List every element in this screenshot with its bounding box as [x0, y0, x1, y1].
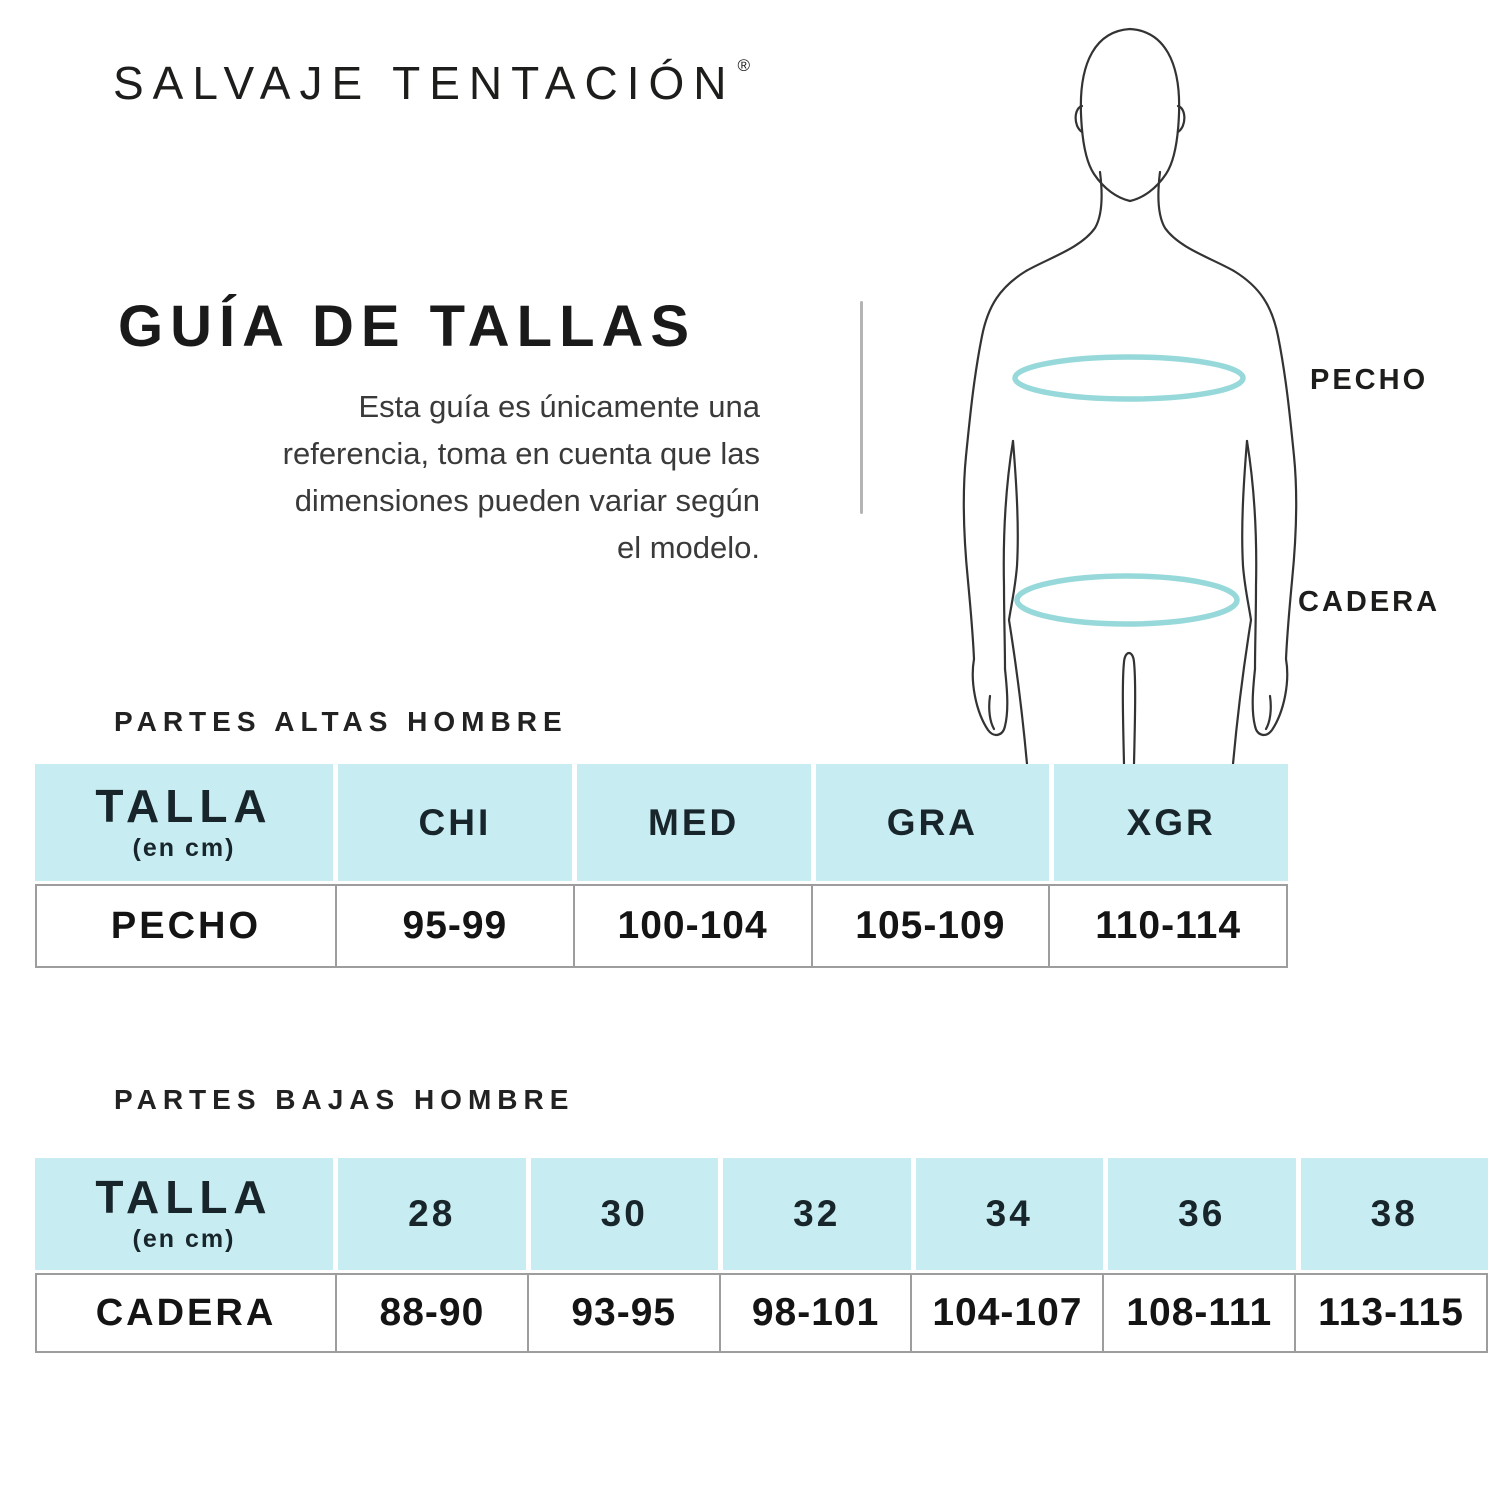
column-header-xgr: XGR	[1054, 764, 1288, 881]
hip-label: CADERA	[1298, 586, 1441, 618]
table-lower-header	[35, 1158, 1488, 1270]
table-data-cell: 100-104	[573, 886, 811, 966]
figure-head	[1081, 29, 1179, 201]
table-data-cell: 95-99	[335, 886, 573, 966]
table-row-cadera	[35, 1273, 1488, 1353]
intro-description-line: referencia, toma en cuenta que las	[282, 436, 760, 471]
brand-name: SALVAJE TENTACIÓN	[113, 57, 736, 109]
male-body-figure	[930, 20, 1350, 766]
registered-mark-icon: ®	[737, 56, 751, 75]
size-table-lower	[35, 1158, 1488, 1353]
table-data-cell: 88-90	[335, 1275, 527, 1351]
column-header-36: 36	[1108, 1158, 1296, 1270]
table-data-cell: 110-114	[1048, 886, 1286, 966]
table-data-cell: 104-107	[910, 1275, 1102, 1351]
column-header-32: 32	[723, 1158, 911, 1270]
table-data-cell: 105-109	[811, 886, 1049, 966]
column-header-28: 28	[338, 1158, 526, 1270]
size-header-cell	[35, 1158, 333, 1270]
brand-logo	[113, 56, 750, 110]
column-header-30: 30	[531, 1158, 719, 1270]
size-header-cell	[35, 764, 333, 881]
row-label: CADERA	[95, 1291, 277, 1334]
column-header-38: 38	[1301, 1158, 1489, 1270]
vertical-divider	[860, 301, 863, 514]
figure-inseam	[1123, 653, 1135, 764]
column-header-med: MED	[577, 764, 811, 881]
table-row-pecho	[35, 884, 1288, 968]
intro-description-line: el modelo.	[616, 530, 760, 565]
table-upper-header	[35, 764, 1288, 881]
column-header-chi: CHI	[338, 764, 572, 881]
chest-label: PECHO	[1310, 364, 1429, 396]
figure-right-outline	[1158, 172, 1296, 735]
hip-measure-ellipse	[1017, 576, 1237, 624]
row-label: PECHO	[110, 904, 262, 947]
table-data-cell: 108-111	[1102, 1275, 1294, 1351]
size-unit: (en cm)	[132, 833, 236, 862]
intro-description-line: dimensiones pueden variar según	[294, 483, 760, 518]
section-title-lower: PARTES BAJAS HOMBRE	[114, 1084, 575, 1115]
intro-description	[58, 383, 760, 571]
column-header-34: 34	[916, 1158, 1104, 1270]
size-label: TALLA	[95, 779, 273, 832]
size-table-upper	[35, 764, 1288, 968]
size-label: TALLA	[95, 1171, 273, 1223]
column-header-gra: GRA	[816, 764, 1050, 881]
section-title-upper: PARTES ALTAS HOMBRE	[114, 706, 568, 737]
table-data-cell: 93-95	[527, 1275, 719, 1351]
figure-left-outline	[964, 172, 1102, 735]
size-unit: (en cm)	[132, 1225, 236, 1253]
table-data-cell: 113-115	[1294, 1275, 1486, 1351]
table-data-cell: 98-101	[719, 1275, 911, 1351]
intro-description-line: Esta guía es únicamente una	[358, 389, 760, 424]
chest-measure-ellipse	[1015, 357, 1243, 399]
figure-left-fingers	[989, 696, 994, 729]
figure-right-fingers	[1266, 696, 1271, 729]
page-title: GUÍA DE TALLAS	[118, 294, 697, 359]
